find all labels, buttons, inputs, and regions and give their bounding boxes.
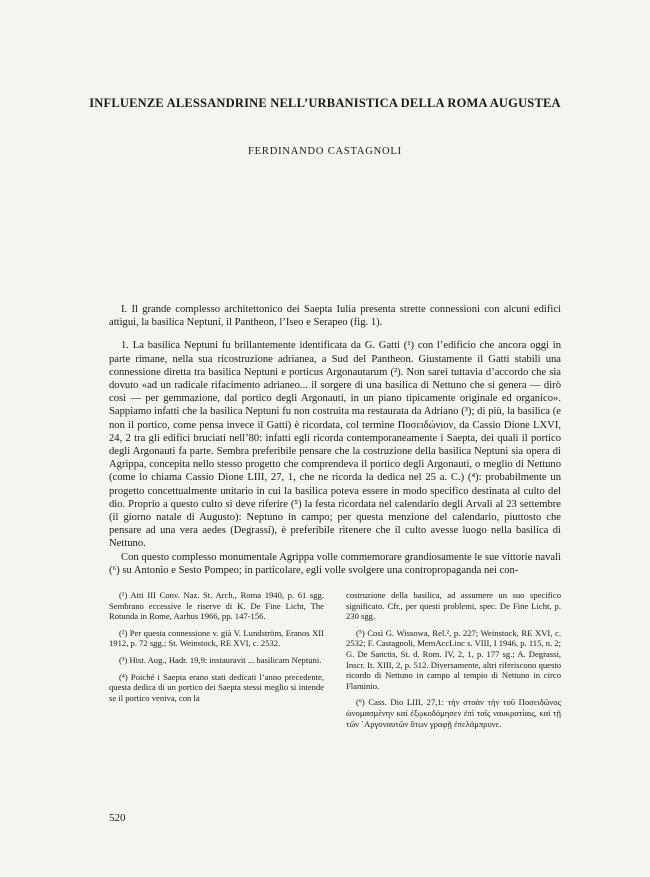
footnote: (²) Per questa connessione v. già V. Lundström, Eranos XII 1912, p. 72 sgg.; St. Weinstock, RE XVI, c. 2532. bbox=[109, 627, 324, 649]
article-title: INFLUENZE ALESSANDRINE NELL’URBANISTICA DELLA ROMA AUGUSTEA bbox=[89, 96, 561, 110]
footnote: (³) Hist. Aug., Hadr. 19,9: instauravit ... basilicam Neptuni. bbox=[119, 654, 322, 665]
page-number: 520 bbox=[109, 812, 126, 824]
footnote: (⁴) Poiché i Saepta erano stati dedicati l’anno precedente, questa dedica di un portico dei Saepta stessi meglio si intende se il portico veniva, con la bbox=[109, 671, 324, 703]
article-author: FERDINANDO CASTAGNOLI bbox=[248, 146, 402, 157]
body-paragraph: Con questo complesso monumentale Agrippa volle commemorare grandiosamente le sue vittorie navali (⁶) su Antonio e Sesto Pompeo; in particolare, egli volle svolgere una contropropaganda nei con- bbox=[109, 551, 561, 576]
footnotes bbox=[109, 590, 561, 735]
footnote: costruzione della basilica, ad assumere un suo specifico significato. Cfr., per questi problemi, spec. De Fine Licht, p. 230 sgg. bbox=[346, 590, 561, 622]
footnotes-left-column bbox=[109, 590, 324, 735]
footnote: (⁵) Così G. Wissowa, Rel.², p. 227; Weinstock, RE XVI, c. 2532; F. Castagnoli, MemAccLinc s. VIII, I 1946, p. 115, n. 2; G. De Sanctis, St. d. Rom. IV, 2, 1, p. 177 sg.; A. Degrassi, Inscr. It. XIII, 2, p. 512. Diversamente, altri riferiscono questo ricordo di Nettuno in campo al tempio di Nettuno in circo Flaminio. bbox=[346, 627, 561, 691]
body-paragraph: I. Il grande complesso architettonico dei Saepta Iulia presenta strette connessioni con alcuni edifici attigui, la basilica Neptuni, il Pantheon, l’Iseo e Serapeo (fig. 1). bbox=[109, 304, 561, 329]
footnote: (¹) Atti III Conv. Naz. St. Arch., Roma 1940, p. 61 sgg. Sembrano eccessive le riserve di K. De Fine Licht, The Rotunda in Rome, Aarhus 1966, pp. 147-156. bbox=[109, 590, 324, 622]
body-paragraph: 1. La basilica Neptuni fu brillantemente identificata da G. Gatti (¹) con l’edificio che ancora oggi in parte rimane, nella sua ricostruzione adrianea, a Sud del Pantheon. Giustamente il Gatti stabilì una connessione diretta tra basilica Neptuni e porticus Argonautarum (²). Non sarei tuttavia d’accordo che sia dovuto «ad un radicale rifacimento adrianeo... il sorgere di una basilica di Nettuno che si genera — dirò così — per gemmazione, dal portico degli Argonauti, in un piano tipicamente originale ed organico». Sappiamo infatti che la basilica Neptuni fu non costruita ma restaurata da Adriano (³); di più, la basilica (e non il portico, come pensa invece il Gatti) è ricordata, col termine Ποσειδώνιον, da Cassio Dione LXVI, 24, 2 tra gli edifici bruciati nell’80: infatti egli ricorda contemporaneamente i Saepta, dei quali il portico degli Argonauti fa parte. Sembra preferibile pensare che la costruzione della basilica Neptuni sia opera di Agrippa, concepita nello stesso progetto che comprendeva il portico degli Argonauti, o meglio di Nettuno (come lo chiama Cassio Dione LIII, 27, 1, che ne ricorda la dedica nel 25 a. C.) (⁴): probabilmente un progetto concettualmente unitario in cui la basilica poteva essere in modo specifico destinata al culto del dio. Proprio a questo culto si deve riferire (⁵) la festa ricordata nel calendario degli Arvali al 23 settembre (il giorno natale di Augusto): Neptuno in campo; per questa menzione del calendario, piuttosto che pensare ad una vera aedes (Degrassi), è preferibile ritenere che il culto avesse luogo nella basilica di Nettuno. bbox=[109, 340, 561, 550]
footnote: (⁶) Cass. Dio LIII, 27,1: τὴν στοὰν τὴν τοῦ Ποσειδῶνος ὠνομασμένην καὶ ἐξῳκοδόμησεν ἐπὶ ταῖς ναυκρατίαις, καὶ τῇ τῶν ᾿Αργοναυτῶν ὄτων γραφῇ ἐπελάμπρυνε. bbox=[346, 697, 561, 729]
footnotes-right-column bbox=[346, 590, 561, 735]
article-body bbox=[109, 303, 561, 577]
